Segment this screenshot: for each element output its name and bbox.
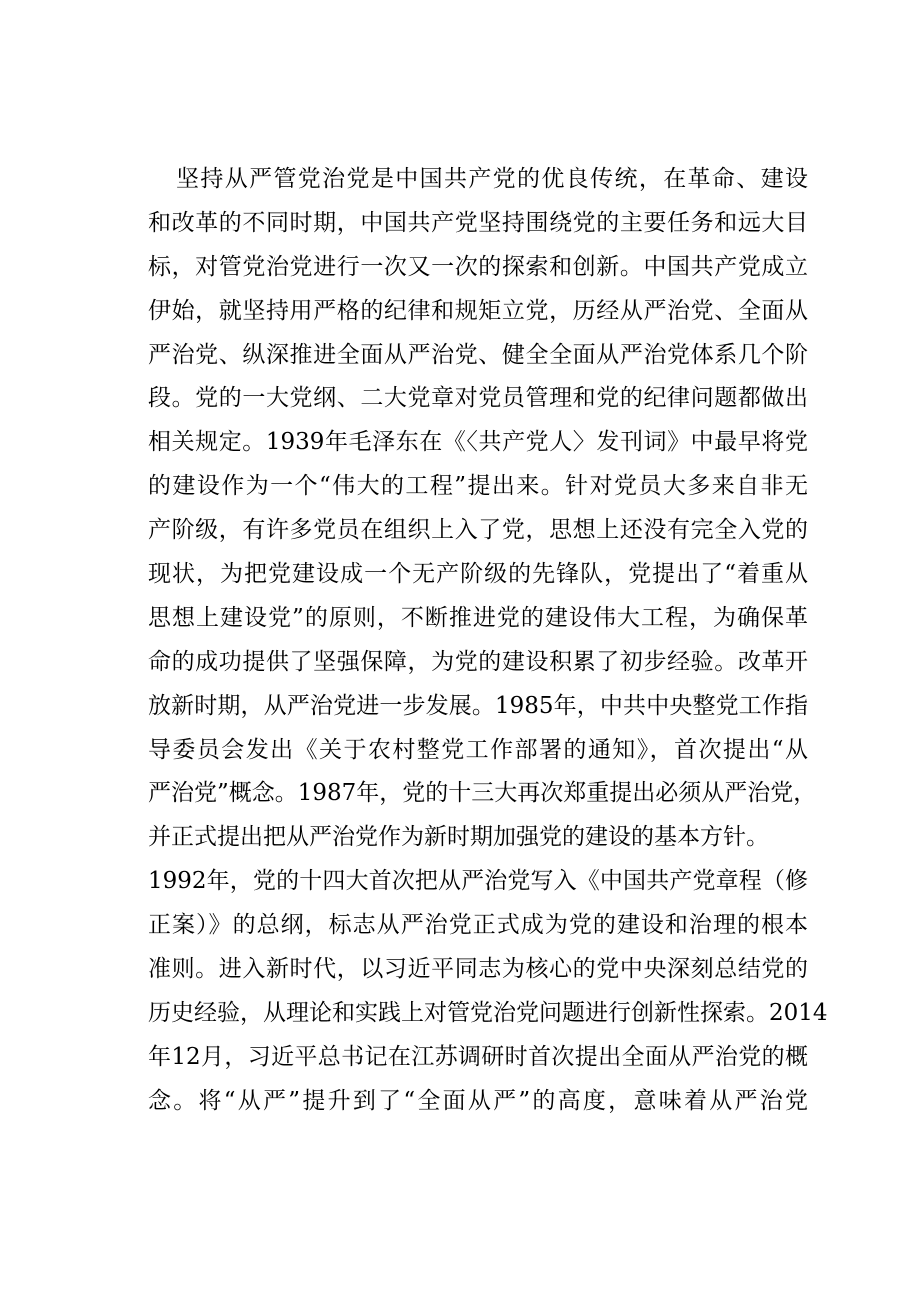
paragraph-line-4: 伊始，就坚持用严格的纪律和规矩立党，历经从严治党、全面从 <box>148 297 808 324</box>
paragraph-line-13: 放新时期，从严治党进一步发展。1985年，中共中央整党工作指 <box>148 692 808 719</box>
paragraph-line-5: 严治党、纵深推进全面从严治党、健全全面从严治党体系几个阶 <box>148 341 808 368</box>
paragraph-line-17: 1992年，党的十四大首次把从严治党写入《中国共产党章程（修 <box>148 868 808 895</box>
paragraph-line-6: 段。党的一大党纲、二大党章对党员管理和党的纪律问题都做出 <box>148 385 808 412</box>
paragraph-line-3: 标，对管党治党进行一次又一次的探索和创新。中国共产党成立 <box>148 253 808 280</box>
paragraph-line-7: 相关规定。1939年毛泽东在《〈共产党人〉发刊词》中最早将党 <box>148 429 808 456</box>
paragraph-line-18: 正案）》的总纲，标志从严治党正式成为党的建设和治理的根本 <box>148 912 808 939</box>
paragraph-line-9: 产阶级，有许多党员在组织上入了党，思想上还没有完全入党的 <box>148 517 808 544</box>
body-paragraph <box>148 158 828 1124</box>
paragraph-line-8: 的建设作为一个“伟大的工程”提出来。针对党员大多来自非无 <box>148 473 808 500</box>
paragraph-line-1: 坚持从严管党治党是中国共产党的优良传统，在革命、建设 <box>176 166 808 192</box>
paragraph-line-19: 准则。进入新时代，以习近平同志为核心的党中央深刻总结党的 <box>148 956 808 983</box>
paragraph-line-22: 念。将“从严”提升到了“全面从严”的高度，意味着从严治党 <box>148 1087 808 1114</box>
paragraph-line-11: 思想上建设党”的原则，不断推进党的建设伟大工程，为确保革 <box>148 604 808 631</box>
paragraph-line-16: 并正式提出把从严治党作为新时期加强党的建设的基本方针。 <box>148 824 769 851</box>
paragraph-line-12: 命的成功提供了坚强保障，为党的建设积累了初步经验。改革开 <box>148 648 808 675</box>
paragraph-line-21: 年12月，习近平总书记在江苏调研时首次提出全面从严治党的概 <box>148 1043 808 1070</box>
paragraph-line-2: 和改革的不同时期，中国共产党坚持围绕党的主要任务和远大目 <box>148 209 808 236</box>
paragraph-line-20: 历史经验，从理论和实践上对管党治党问题进行创新性探索。2014 <box>148 999 828 1026</box>
paragraph-line-10: 现状，为把党建设成一个无产阶级的先锋队，党提出了“着重从 <box>148 561 808 588</box>
paragraph-line-14: 导委员会发出《关于农村整党工作部署的通知》，首次提出“从 <box>148 736 808 763</box>
paragraph-line-15: 严治党”概念。1987年，党的十三大再次郑重提出必须从严治党， <box>148 780 817 807</box>
